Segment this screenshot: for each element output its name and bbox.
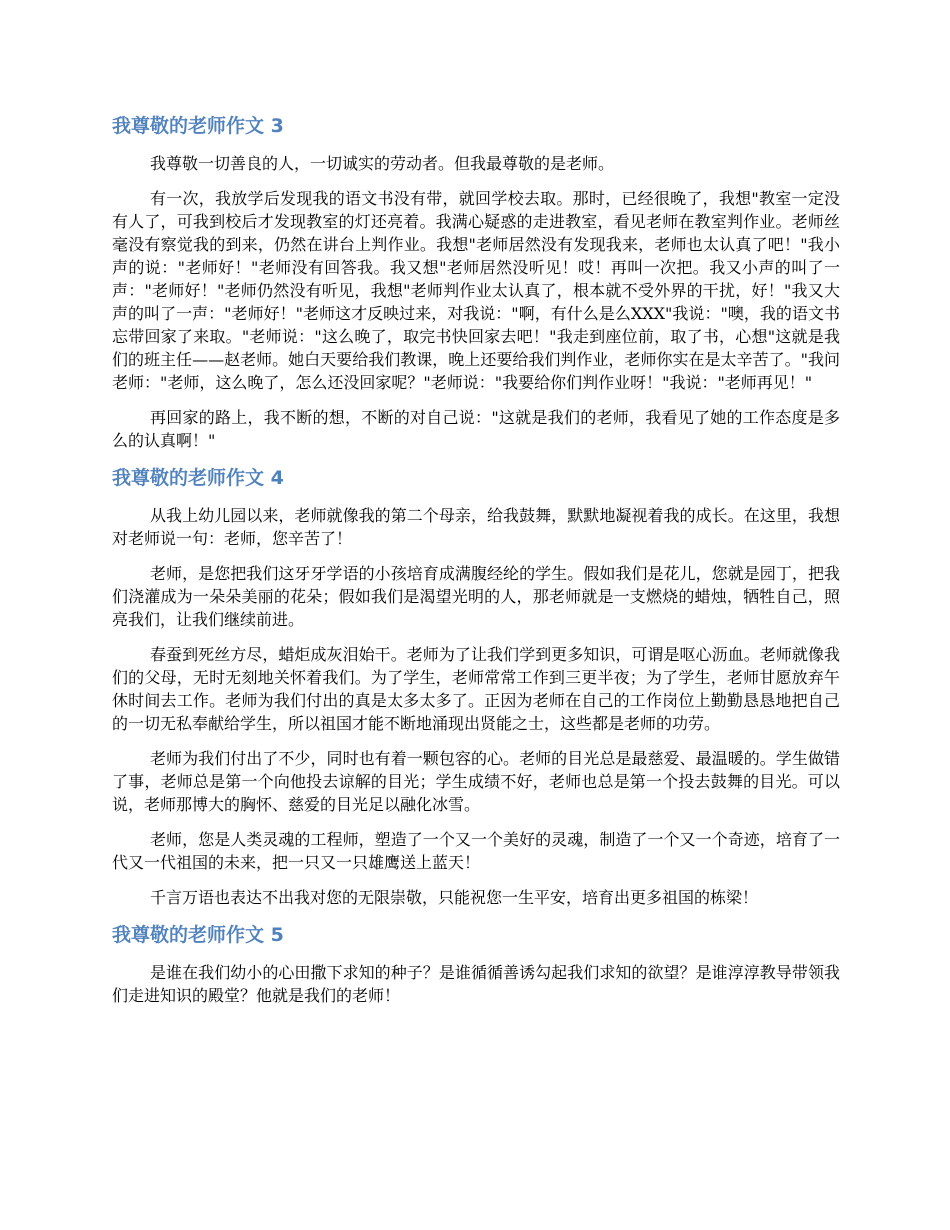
paragraph: 再回家的路上，我不断的想，不断的对自己说："这就是我们的老师，我看见了她的工作态度是多么的认真啊！" [112, 408, 840, 450]
section-heading [112, 464, 840, 492]
essay-section-4 [112, 464, 840, 909]
paragraph: 千言万语也表达不出我对您的无限崇敬，只能祝您一生平安，培育出更多祖国的栋梁！ [150, 888, 759, 907]
section-number: 3 [270, 115, 284, 137]
paragraph: 是谁在我们幼小的心田撒下求知的种子？是谁循循善诱勾起我们求知的欲望？是谁淳淳教导带领我们走进知识的殿堂？他就是我们的老师！ [112, 963, 840, 1005]
paragraph: 我尊敬一切善良的人，一切诚实的劳动者。但我最尊敬的是老师。 [150, 154, 615, 173]
essay-section-5 [112, 921, 840, 1007]
paragraph: 有一次，我放学后发现我的语文书没有带，就回学校去取。那时，已经很晚了，我想"教室一定没有人了，可我到校后才发现教室的灯还亮着。我满心疑惑的走进教室，看见老师在教室判作业。老师丝毫没有察觉我的到来，仍然在讲台上判作业。我想"老师居然没有发现我来，老师也太认真了吧！"我小声的说："老师好！"老师没有回答我。我又想"老师居然没听见！哎！再叫一次把。我又小声的叫了一声："老师好！"老师仍然没有听见，我想"老师判作业太认真了，根本就不受外界的干扰，好！"我又大声的叫了一声："老师好！"老师这才反映过来，对我说："啊，有什么是么XXX"我说："噢，我的语文书忘带回家了来取。"老师说："这么晚了，取完书快回家去吧！"我走到座位前，取了书，心想"这就是我们的班主任——赵老师。她白天要给我们教课，晚上还要给我们判作业，老师你实在是太辛苦了。"我问老师："老师，这么晚了，怎么还没回家呢？"老师说："我要给你们判作业呀！"我说："老师再见！" [112, 189, 840, 392]
paragraph: 老师为我们付出了不少，同时也有着一颗包容的心。老师的目光总是最慈爱、最温暖的。学生做错了事，老师总是第一个向他投去谅解的目光；学生成绩不好，老师也总是第一个投去鼓舞的目光。可以说，老师那博大的胸怀、慈爱的目光足以融化冰雪。 [112, 749, 840, 814]
paragraph: 老师，是您把我们这牙牙学语的小孩培育成满腹经纶的学生。假如我们是花儿，您就是园丁，把我们浇灌成为一朵朵美丽的花朵；假如我们是渴望光明的人，那老师就是一支燃烧的蜡烛，牺牲自己，照亮我们，让我们继续前进。 [112, 564, 840, 629]
section-title-text: 我尊敬的老师作文 [112, 467, 265, 489]
section-title-text: 我尊敬的老师作文 [112, 924, 265, 946]
document-page [112, 112, 840, 1019]
essay-section-3 [112, 112, 840, 452]
section-number: 4 [270, 467, 284, 489]
paragraph: 从我上幼儿园以来，老师就像我的第二个母亲，给我鼓舞，默默地凝视着我的成长。在这里，我想对老师说一句：老师，您辛苦了！ [112, 506, 840, 548]
section-title-text: 我尊敬的老师作文 [112, 115, 265, 137]
paragraph: 春蚕到死丝方尽，蜡炬成灰泪始干。老师为了让我们学到更多知识，可谓是呕心沥血。老师就像我们的父母，无时无刻地关怀着我们。为了学生，老师常常工作到三更半夜；为了学生，老师甘愿放弃午休时间去工作。老师为我们付出的真是太多太多了。正因为老师在自己的工作岗位上勤勤恳恳地把自己的一切无私奉献给学生，所以祖国才能不断地涌现出贤能之士，这些都是老师的功劳。 [112, 645, 840, 733]
section-heading [112, 112, 840, 140]
paragraph: 老师，您是人类灵魂的工程师，塑造了一个又一个美好的灵魂，制造了一个又一个奇迹，培育了一代又一代祖国的未来，把一只又一只雄鹰送上蓝天！ [112, 830, 840, 872]
section-number: 5 [270, 924, 284, 946]
section-heading [112, 921, 840, 949]
